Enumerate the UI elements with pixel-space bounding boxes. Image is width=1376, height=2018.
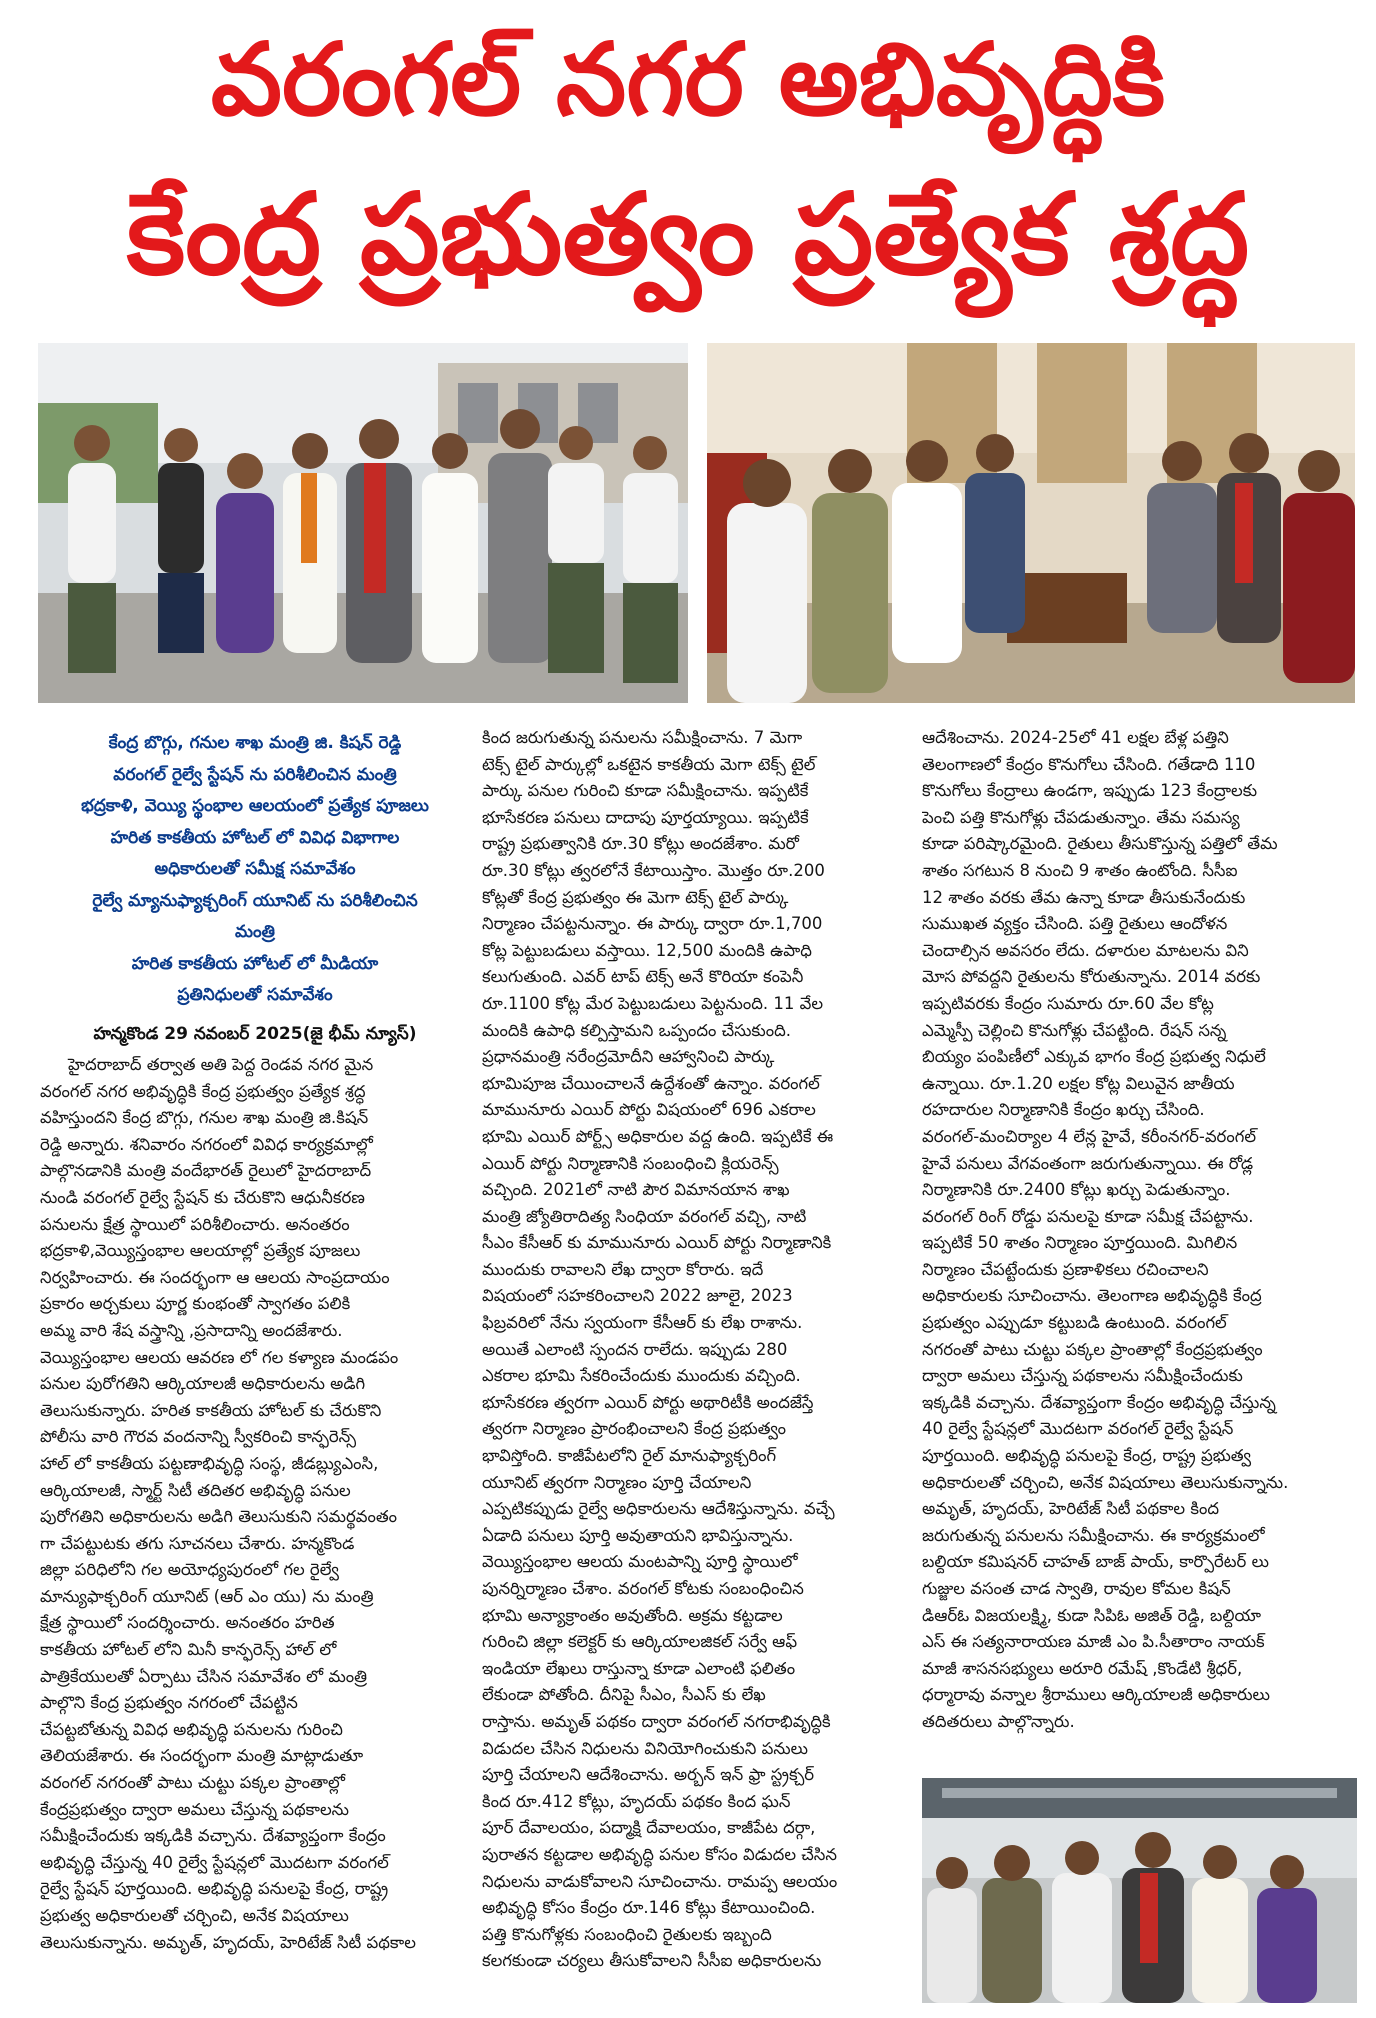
article-line: రాస్తాను. అమృత్ పథకం ద్వారా వరంగల్ నగరాభివృద్ధికి (482, 1711, 831, 1731)
article-line: పురాతన కట్టడాల అభివృద్ధి పనుల కోసం విడుదల చేసిన (482, 1844, 837, 1864)
article-line: ఏడాది పనులు పూర్తి అవుతాయని భావిస్తున్నాను. (482, 1525, 794, 1545)
article-line: విడుదల చేసిన నిధులను వినియోగించుకుని పనులు (482, 1738, 809, 1758)
article-line: హాల్ లో కాకతీయ పట్టణాభివృద్ధి సంస్థ, జీడబ్ల్యుఎంసి, (40, 1453, 379, 1473)
article-line: ఎమ్మెస్పీ చెల్లించి కొనుగోళ్లు చేపట్టింది. రేషన్ సన్న (922, 1020, 1227, 1040)
article-line: హైదరాబాద్ తర్వాత అతి పెద్ద రెండవ నగర మైన (68, 1055, 374, 1074)
article-line: మంత్రి జ్యోతిరాదిత్య సింధియా వరంగల్ వచ్చి, నాటి (482, 1206, 807, 1226)
article-line: భూసేకరణ పనులు దాదాపు పూర్తయ్యాయి. ఇప్పటికే (482, 807, 809, 827)
article-line: రహదారుల నిర్మాణానికి కేంద్రం ఖర్చు చేసింది. (922, 1100, 1205, 1120)
article-line: పూర్ దేవాలయం, పద్మాక్షి దేవాలయం, కాజీపేట దర్గా, (482, 1818, 816, 1838)
article-line: బల్దియా కమిషనర్ చాహత్ బాజ్ పాయ్, కార్పొరేటర్ లు (922, 1552, 1269, 1572)
station-inspection-photo (922, 1778, 1357, 2003)
article-line: వరంగల్-మంచిర్యాల 4 లేన్ల హైవే, కరీంనగర్-వరంగల్ (922, 1126, 1257, 1146)
article-line: పాల్గొనడానికి మంత్రి వందేభారత్ రైలులో హైదరాబాద్ (40, 1161, 372, 1181)
headline-line-1: వరంగల్ నగర అభివృద్ధికి (210, 21, 1166, 138)
article-line: త్వరగా నిర్మాణం ప్రారంభించాలని కేంద్ర ప్రభుత్వం (482, 1419, 786, 1439)
article-line: మందికి ఉపాధి కల్పిస్తామని ఒప్పందం చేసుకుంది. (482, 1020, 792, 1040)
article-line: వరంగల్ నగరంతో పాటు చుట్టు పక్కల ప్రాంతాల్లో (40, 1773, 346, 1793)
article-line: పెంచి పత్తి కొనుగోళ్లు చేపడుతున్నాం. తేమ సమస్య (922, 807, 1240, 827)
highlight-item: ప్రతినిధులతో సమావేశం (177, 985, 333, 1005)
headline (0, 0, 1376, 330)
highlight-item: రైల్వే మ్యానుఫ్యాక్చరింగ్ యూనిట్ ను పరిశీలించిన (92, 890, 418, 911)
article-line: నగరంతో పాటు చుట్టు పక్కల ప్రాంతాల్లో కేంద్రప్రభుత్వం (922, 1339, 1263, 1359)
article-line: సమీక్షించేందుకు ఇక్కడికి వచ్చాను. దేశవ్యాప్తంగా కేంద్రం (40, 1826, 386, 1846)
article-line: బియ్యం పంపిణీలో ఎక్కువ భాగం కేంద్ర ప్రభుత్వ నిధులే (922, 1047, 1266, 1067)
article-line: కూడా పరిష్కారమైంది. రైతులు తీసుకొస్తున్న పత్తిలో తేమ (922, 834, 1278, 854)
article-line: ప్రధానమంత్రి నరేంద్రమోదీని ఆహ్వానించి పార్కు (482, 1047, 775, 1067)
article-line: ఫిబ్రవరిలో నేను స్వయంగా కేసీఆర్ కు లేఖ రాశాను. (482, 1313, 803, 1333)
article-line: పనుల పురోగతిని ఆర్కియాలజీ అధికారులను అడిగి (40, 1374, 366, 1394)
article-line: భూమి అన్యాక్రాంతం అవుతోంది. అక్రమ కట్టడాల (482, 1605, 783, 1625)
article-line: కోట్లతో కేంద్ర ప్రభుత్వం ఈ మెగా టెక్స్ టైల్ పార్కు (482, 887, 789, 907)
article-line: కలగకుండా చర్యలు తీసుకోవాలని సీసీఐ అధికారులను (482, 1951, 822, 1971)
article-line: నుండి వరంగల్ రైల్వే స్టేషన్ కు చేరుకొని ఆధునీకరణ (40, 1187, 365, 1207)
article-line: సుముఖత వ్యక్తం చేసింది. పత్తి రైతులు ఆందోళన (922, 914, 1228, 934)
article-line: పూర్తి చేయాలని ఆదేశించాను. అర్బన్ ఇన్ ఫ్రా స్ట్రక్చర్ (482, 1765, 815, 1785)
article-line: అమృత్, హృదయ్, హెరిటేజ్ సిటీ పథకాల కింద (922, 1499, 1219, 1519)
highlight-item: మంత్రి (235, 922, 275, 942)
article-line: తెలుసుకున్నారు. హరిత కాకతీయ హోటల్ కు చేరుకొని (40, 1400, 382, 1420)
article-line: వరంగల్ నగర అభివృద్ధికి కేంద్ర ప్రభుత్వం ప్రత్యేక శ్రద్ధ (40, 1081, 366, 1101)
article-line: మాన్యుఫాక్చరింగ్ యూనిట్ (ఆర్ ఎం యు) ను మంత్రి (40, 1586, 374, 1606)
article-column-1 (40, 1052, 470, 1956)
article-line: సీఎం కేసీఆర్ కు మామునూరు ఎయిర్ పోర్టు నిర్మాణానికి (482, 1233, 832, 1253)
article-line: కాకతీయ హోటల్ లోని మినీ కాన్ఫరెన్స్ హాల్ లో (40, 1640, 337, 1660)
article-line: మోస పోవద్దని రైతులను కోరుతున్నాను. 2014 వరకు (922, 967, 1261, 987)
article-line: అధికారులకు సూచించాను. తెలంగాణ అభివృద్ధికి కేంద్ర (922, 1286, 1262, 1306)
article-line: నిధులను వాడుకోవాలని సూచించాను. రామప్ప ఆలయం (482, 1871, 838, 1891)
article-line: కొనుగోలు కేంద్రాలు ఉండగా, ఇప్పుడు 123 కేంద్రాలకు (922, 781, 1258, 801)
article-line: వహిస్తుందని కేంద్ర బొగ్గు, గనుల శాఖ మంత్రి జి.కిషన్ (40, 1108, 369, 1128)
article-line: ఉన్నాయి. రూ.1.20 లక్షల కోట్ల విలువైన జాతీయ (922, 1073, 1235, 1093)
article-line: ముందుకు రావాలని లేఖ ద్వారా కోరారు. ఇదే (482, 1259, 764, 1279)
article-line: చెందాల్సిన అవసరం లేదు. దళారుల మాటలను విని (922, 940, 1249, 960)
article-line: రూ.1100 కోట్ల మేర పెట్టుబడులు పెట్టనుంది. 11 వేల (482, 993, 824, 1013)
article-line: భావిస్తోంది. కాజీపేటలోని రైల్ మానుఫ్యాక్చరింగ్ (482, 1446, 777, 1466)
article-line: పార్కు పనుల గురించి కూడా సమీక్షించాను. ఇప్పటికే (482, 781, 809, 801)
highlight-item: భద్రకాళి, వెయ్యి స్థంభాల ఆలయంలో ప్రత్యేక పూజలు (81, 796, 429, 816)
article-line: విషయంలో సహకరించాలని 2022 జూలై, 2023 (482, 1286, 793, 1306)
article-line: రెడ్డి అన్నారు. శనివారం నగరంలో వివిధ కార్యక్రమాల్లో (40, 1134, 373, 1154)
article-line: పాల్గొని కేంద్ర ప్రభుత్వం నగరంలో చేపట్టిన (40, 1693, 298, 1713)
article-line: టెక్స్ టైల్ పార్కుల్లో ఒకటైన కాకతీయ మెగా టెక్స్ టైల్ (482, 754, 816, 774)
article-line: కేంద్రప్రభుత్వం ద్వారా అమలు చేస్తున్న పథకాలను (40, 1799, 349, 1819)
article-line: ఎప్పటికప్పుడు రైల్వే అధికారులను ఆదేశిస్తున్నాను. వచ్చే (482, 1499, 835, 1519)
article-line: రాష్ట్ర ప్రభుత్వానికి రూ.30 కోట్లు అందజేశాం. మరో (482, 834, 799, 854)
article-column-3 (922, 725, 1357, 1736)
highlight-item: అధికారులతో సమీక్ష సమావేశం (154, 859, 356, 879)
article-line: అయితే ఎలాంటి స్పందన రాలేదు. ఇప్పుడు 280 (482, 1339, 788, 1359)
highlights (40, 728, 470, 1012)
article-line: డిఆర్ఓ విజయలక్ష్మి, కుడా సిపిఓ అజిత్ రెడ్డి, బల్దియా (922, 1605, 1262, 1625)
article-line: గా చేపట్టుటకు తగు సూచనలు చేశారు. హన్మకొండ (40, 1533, 355, 1553)
headline-line-2: కేంద్ర ప్రభుత్వం ప్రత్యేక శ్రద్ధ (126, 170, 1250, 300)
article-line: వచ్చింది. 2021లో నాటి పౌర విమానయాన శాఖ (482, 1180, 790, 1200)
article-column-2 (482, 725, 912, 1975)
article-line: వరంగల్ రింగ్ రోడ్డు పనులపై కూడా సమీక్ష చేపట్టాను. (922, 1206, 1254, 1226)
article-line: పోలీసు వారి గౌరవ వందనాన్ని స్వీకరించి కాన్ఫరెన్స్ (40, 1427, 357, 1447)
highlight-item: హరిత కాకతీయ హోటల్ లో వివిధ విభాగాల (110, 827, 400, 848)
article-line: తెలుసుకున్నాను. అమృత్, హృదయ్, హెరిటేజ్ సిటీ పథకాల (40, 1932, 416, 1952)
article-line: శాతం సగటున 8 నుంచి 9 శాతం ఉంటోంది. సీసీఐ (922, 860, 1238, 880)
article-line: జిల్లా పరిధిలోని గల అయోధ్యపురంలో గల రైల్వే (40, 1560, 339, 1580)
article-line: తదితరులు పాల్గొన్నారు. (922, 1711, 1075, 1731)
article-line: ఇప్పటికే 50 శాతం నిర్మాణం పూర్తయింది. మిగిలిన (922, 1233, 1238, 1253)
article-line: ఇప్పటివరకు కేంద్రం సుమారు రూ.60 వేల కోట్ల (922, 993, 1214, 1013)
article-line: పురోగతిని అధికారులను అడిగి తెలుసుకుని సమర్థవంతం (40, 1507, 398, 1527)
article-line: అభివృద్ధి కోసం కేంద్రం రూ.146 కోట్లు కేటాయించింది. (482, 1898, 816, 1918)
article-line: పూర్తయింది. అభివృద్ధి పనులపై కేంద్ర, రాష్ట్ర ప్రభుత్వ (922, 1446, 1252, 1466)
article-line: భద్రకాళి,వెయ్యిస్తంభాల ఆలయాల్లో ప్రత్యేక పూజలు (40, 1241, 361, 1261)
article-line: కోట్ల పెట్టుబడులు వస్తాయి. 12,500 మందికి ఉపాధి (482, 940, 812, 960)
dateline: హన్మకొండ 29 నవంబర్ 2025(జై భీమ్ న్యూస్) (93, 1024, 417, 1044)
review-meeting-photo (707, 343, 1355, 703)
article-line: తెలంగాణలో కేంద్రం కొనుగోలు చేసింది. గతేడాది 110 (922, 754, 1256, 774)
article-line: వెయ్యిస్తంభాల ఆలయ ఆవరణ లో గల కళ్యాణ మండపం (40, 1347, 399, 1367)
article-line: అమ్మ వారి శేష వస్త్రాన్ని ,ప్రసాదాన్ని అందజేశారు. (40, 1320, 343, 1340)
article-line: ప్రభుత్వ అధికారులతో చర్చించి, అనేక విషయాలు (40, 1906, 349, 1925)
article-line: అభివృద్ధి చేస్తున్న 40 రైల్వే స్టేషన్లలో మొదటగా వరంగల్ (40, 1852, 389, 1872)
article-line: ఎకరాల భూమి సేకరించేందుకు ముందుకు వచ్చింది. (482, 1366, 801, 1386)
article-line: ధర్మారావు వన్నాల శ్రీరాములు ఆర్కియాలజీ అధికారులు (922, 1685, 1270, 1705)
article-line: వెయ్యిస్తంభాల ఆలయ మంటపాన్ని పూర్తి స్థాయిలో (482, 1552, 798, 1572)
highlight-item: హరిత కాకతీయ హోటల్ లో మీడియా (131, 953, 379, 974)
article-line: క్షేత్ర స్థాయిలో సందర్శించారు. అనంతరం హరిత (40, 1613, 335, 1633)
article-line: గురించి జిల్లా కలెక్టర్ కు ఆర్కియాలజికల్ సర్వే ఆఫ్ (482, 1632, 798, 1652)
article-line: ఆదేశించాను. 2024-25లో 41 లక్షల బేళ్ల పత్తిని (922, 728, 1229, 747)
article-line: 12 శాతం వరకు తేమ ఉన్నా కూడా తీసుకునేందుకు (922, 887, 1246, 907)
article-line: యూనిట్ త్వరగా నిర్మాణం పూర్తి చేయాలని (482, 1472, 752, 1492)
article-line: మాజీ శాసనసభ్యులు అరూరి రమేష్ ,కొండేటి శ్రీధర్, (922, 1658, 1243, 1678)
article-line: ఆర్కియాలజీ, స్మార్ట్ సిటీ తదితర అభివృద్ధి పనుల (40, 1480, 351, 1500)
article-line: నిర్వహించారు. ఈ సందర్భంగా ఆ ఆలయ సాంప్రదాయం (40, 1267, 390, 1287)
article-line: కింద రూ.412 కోట్లు, హృదయ్ పథకం కింద ఘన్ (482, 1791, 791, 1811)
article-line: నిర్మాణానికి రూ.2400 కోట్లు ఖర్చు పెడుతున్నాం. (922, 1180, 1231, 1200)
article-line: 40 రైల్వే స్టేషన్లలో మొదటగా వరంగల్ రైల్వే స్టేషన్ (922, 1419, 1234, 1439)
article-line: ఇక్కడికి వచ్చాను. దేశవ్యాప్తంగా కేంద్రం అభివృద్ధి చేస్తున్న (922, 1392, 1276, 1412)
highlight-item: వరంగల్ రైల్వే స్టేషన్ ను పరిశీలించిన మంత్రి (113, 764, 397, 785)
article-line: చేపట్టబోతున్న వివిధ అభివృద్ధి పనులను గురించి (40, 1719, 343, 1739)
minister-walking-photo (38, 343, 688, 703)
article-line: తెలియజేశారు. ఈ సందర్భంగా మంత్రి మాట్లాడుతూ (40, 1746, 364, 1766)
article-line: ఎస్ ఈ సత్యనారాయణ మాజీ ఎం పి.సీతారాం నాయక్ (922, 1632, 1265, 1652)
article-line: కింద జరుగుతున్న పనులను సమీక్షించాను. 7 మెగా (482, 728, 803, 747)
article-line: పనులను క్షేత్ర స్థాయిలో పరిశీలించారు. అనంతరం (40, 1214, 350, 1234)
article-line: కలుగుతుంది. ఎవర్ టాప్ టెక్స్ అనే కొరియా కంపెనీ (482, 967, 804, 987)
highlight-item: కేంద్ర బొగ్గు, గనుల శాఖ మంత్రి జి. కిషన్ రెడ్డి (108, 733, 402, 753)
article-line: భూసేకరణ త్వరగా ఎయిర్ పోర్టు అథారిటీకి అందజేస్తే (482, 1392, 814, 1412)
article-line: హైవే పనులు వేగవంతంగా జరుగుతున్నాయి. ఈ రోడ్ల (922, 1153, 1254, 1173)
article-line: భూమిపూజ చేయించాలనే ఉద్దేశంతో ఉన్నాం. వరంగల్ (482, 1073, 820, 1093)
article-line: లేకుండా పోతోంది. దీనిపై సీఎం, సీఎస్ కు లేఖ (482, 1685, 766, 1705)
article-line: ప్రభుత్వం ఎప్పుడూ కట్టుబడి ఉంటుంది. వరంగల్ (922, 1313, 1227, 1333)
article-line: రూ.30 కోట్లు త్వరలోనే కేటాయిస్తాం. మొత్తం రూ.200 (482, 860, 825, 880)
article-line: భూమి ఎయిర్ పోర్ట్స్ అధికారుల వద్ద ఉంది. ఇప్పటికే ఈ (482, 1126, 834, 1146)
article-line: ఎయిర్ పోర్టు నిర్మాణానికి సంబంధించి క్లియరెన్స్ (482, 1153, 779, 1173)
article-line: పత్తి కొనుగోళ్లకు సంబంధించి రైతులకు ఇబ్బంది (482, 1924, 772, 1944)
article-line: రైల్వే స్టేషన్ పూర్తయింది. అభివృద్ధి పనులపై కేంద్ర, రాష్ట్ర (40, 1879, 389, 1899)
article-line: నిర్మాణం చేపట్టేందుకు ప్రణాళికలు రచించాలని (922, 1259, 1209, 1279)
article-line: అధికారులతో చర్చించి, అనేక విషయాలు తెలుసుకున్నాను. (922, 1472, 1289, 1492)
article-line: నిర్మాణం చేపట్టనున్నాం. ఈ పార్కు ద్వారా రూ.1,700 (482, 914, 823, 934)
article-line: ద్వారా అమలు చేస్తున్న పథకాలను సమీక్షించేందుకు (922, 1366, 1243, 1386)
article-line: జరుగుతున్న పనులను సమీక్షించాను. ఈ కార్యక్రమంలో (922, 1525, 1265, 1545)
article-line: గుజ్జుల వసంత చాడ స్వాతి, రావుల కోమల కిషన్ (922, 1579, 1231, 1598)
article-line: పాత్రికేయులతో ఏర్పాటు చేసిన సమావేశం లో మంత్రి (40, 1666, 368, 1686)
article-line: మామునూరు ఎయిర్ పోర్టు విషయంలో 696 ఎకరాల (482, 1100, 816, 1120)
article-line: ప్రకారం అర్చకులు పూర్ణ కుంభంతో స్వాగతం పలికి (40, 1294, 351, 1314)
article-line: ఇండియా లేఖలు రాస్తున్నా కూడా ఎలాంటి ఫలితం (482, 1658, 796, 1678)
article-line: పునర్నిర్మాణం చేశాం. వరంగల్ కోటకు సంబంధించిన (482, 1579, 804, 1598)
